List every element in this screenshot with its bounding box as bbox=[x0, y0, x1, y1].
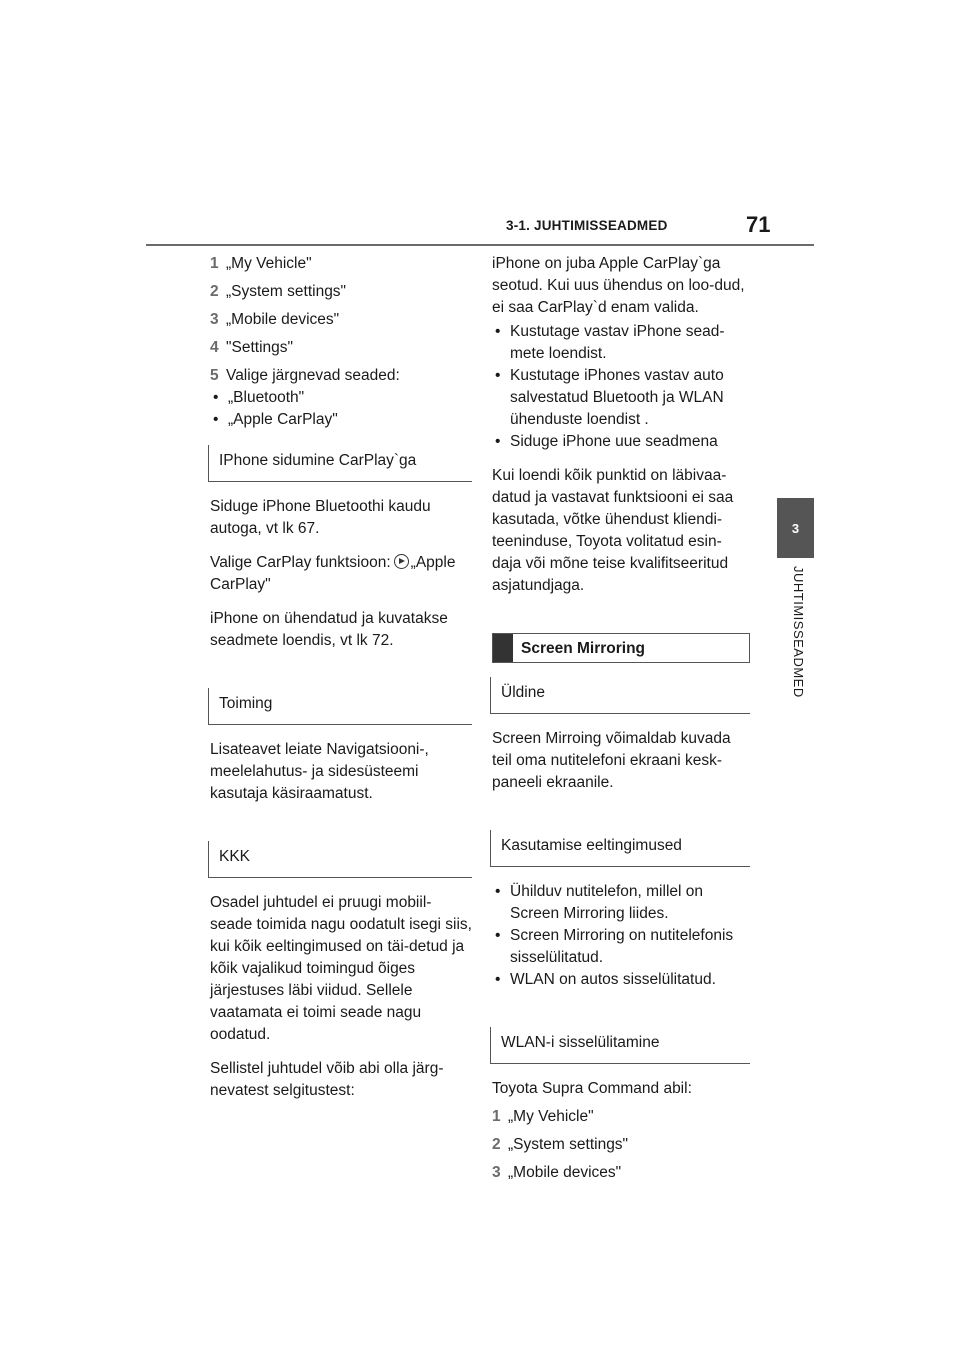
kkk-heading: KKK bbox=[208, 841, 472, 878]
toiming-heading: Toiming bbox=[208, 688, 472, 725]
step-item: 5 Valige järgnevad seaded: bbox=[210, 367, 400, 384]
chapter-number: 3 bbox=[791, 520, 800, 536]
page-number: 71 bbox=[746, 212, 771, 237]
eeltingimused-heading: Kasutamise eeltingimused bbox=[490, 830, 750, 867]
list-item: • Screen Mirroring on nutitelefonis sisselülitatud. bbox=[492, 925, 750, 969]
prerequisites-list bbox=[492, 881, 750, 991]
step-item: 2 „System settings" bbox=[492, 1136, 629, 1153]
step-item: 1 „My Vehicle" bbox=[492, 1108, 594, 1125]
list-item: • Siduge iPhone uue seadmena bbox=[492, 431, 750, 453]
list-item: • „Apple CarPlay" bbox=[210, 409, 472, 431]
paragraph: Screen Mirroing võimaldab kuvada teil oma nutitelefoni ekraani kesk-paneeli ekraanile. bbox=[492, 730, 731, 791]
step-item: 4 "Settings" bbox=[210, 339, 294, 356]
settings-list bbox=[210, 387, 472, 431]
list-item: • Kustutage iPhones vastav auto salvestatud Bluetooth ja WLAN ühenduste loendist . bbox=[492, 365, 750, 431]
screen-mirroring-heading: Screen Mirroring bbox=[492, 633, 750, 663]
paragraph: Kui loendi kõik punktid on läbivaa-datud ja vastavat funktsiooni ei saa kasutada, võtke ühendust kliendi-teeninduse, Toyota volitatud esin-daja või mõne teise kvalifitseeritud asjatundjaga. bbox=[492, 467, 734, 594]
step-item: 1 „My Vehicle" bbox=[210, 255, 312, 272]
uldine-heading: Üldine bbox=[490, 677, 750, 714]
section-title: 3-1. JUHTIMISSEADMED bbox=[506, 218, 668, 233]
paragraph: Toyota Supra Command abil: bbox=[492, 1080, 692, 1097]
right-column bbox=[492, 253, 750, 1190]
list-item: • „Bluetooth" bbox=[210, 387, 472, 409]
step-item: 3 „Mobile devices" bbox=[210, 311, 340, 328]
paragraph: Osadel juhtudel ei pruugi mobiil-seade toimida nagu oodatult isegi siis, kui kõik eeltingimused on täi-detud ja kõik vajalikud toimingud õiges järjestuses läbi viidud. Sellele vaatamata ei toimi seade nagu oodatud. bbox=[210, 894, 472, 1043]
list-item: • Ühilduv nutitelefon, millel on Screen Mirroring liides. bbox=[492, 881, 750, 925]
paragraph: Lisateavet leiate Navigatsiooni-, meelelahutus- ja sidesüsteemi kasutaja käsiraamatust. bbox=[210, 741, 429, 802]
paragraph: Sellistel juhtudel võib abi olla järg-nevatest selgitustest: bbox=[210, 1060, 444, 1099]
left-column bbox=[210, 253, 472, 1114]
wlan-heading: WLAN-i sisselülitamine bbox=[490, 1027, 750, 1064]
paragraph: Valige CarPlay funktsioon: „Apple CarPlay" bbox=[210, 554, 456, 593]
chapter-label: JUHTIMISSEADMED bbox=[791, 566, 806, 698]
troubleshoot-list bbox=[492, 321, 750, 453]
paragraph: Siduge iPhone Bluetoothi kaudu autoga, vt lk 67. bbox=[210, 498, 431, 537]
step-item: 3 „Mobile devices" bbox=[492, 1164, 622, 1181]
list-item: • Kustutage vastav iPhone sead-mete loendist. bbox=[492, 321, 750, 365]
list-item: • WLAN on autos sisselülitatud. bbox=[492, 969, 750, 991]
paragraph: iPhone on juba Apple CarPlay`ga seotud. Kui uus ühendus on loo-dud, ei saa CarPlay`d enam valida. bbox=[492, 255, 745, 316]
heading-marker bbox=[493, 634, 513, 662]
paragraph: iPhone on ühendatud ja kuvatakse seadmete loendis, vt lk 72. bbox=[210, 610, 448, 649]
play-icon bbox=[394, 554, 409, 569]
step-item: 2 „System settings" bbox=[210, 283, 347, 300]
pairing-heading: IPhone sidumine CarPlay`ga bbox=[208, 445, 472, 482]
header-rule bbox=[146, 244, 814, 246]
chapter-tab bbox=[777, 498, 814, 558]
